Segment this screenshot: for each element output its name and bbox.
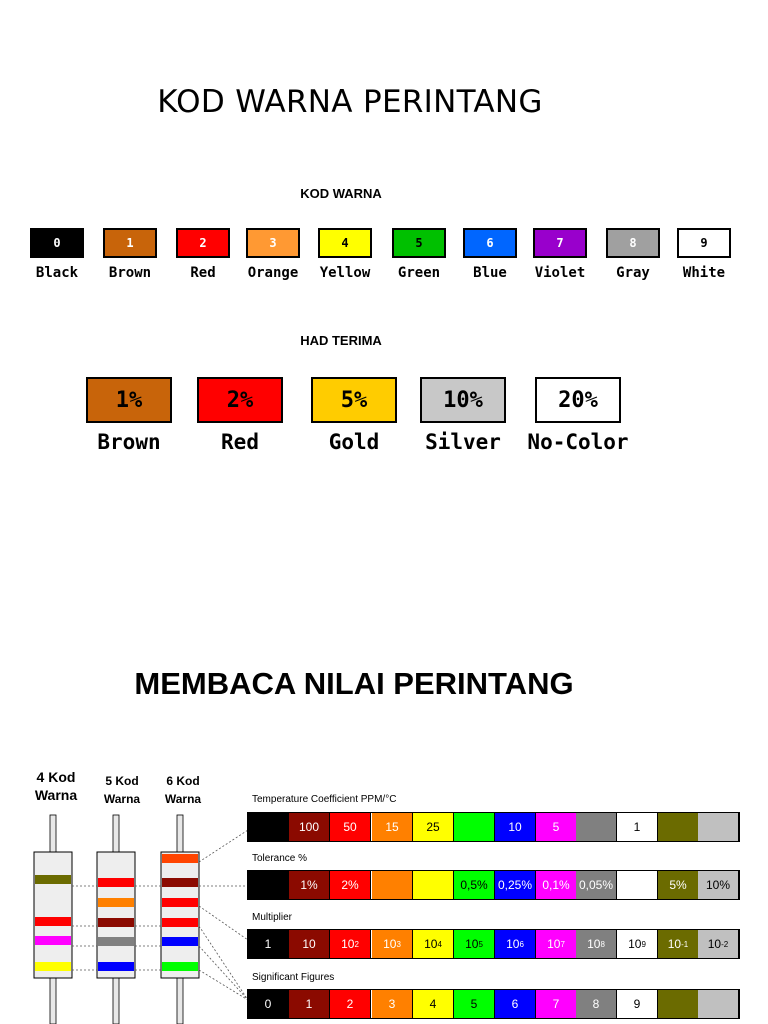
chart-cell: 10 5 — [454, 930, 495, 958]
chart-cell: 1 — [248, 930, 289, 958]
resistor-label-line1: 6 Kod — [166, 774, 200, 788]
color-name-violet: Violet — [534, 265, 586, 281]
chart-cell: 0,5% — [454, 871, 495, 899]
resistor-body-4-band — [34, 852, 72, 978]
resistor-band — [162, 878, 198, 887]
resistor-band — [162, 918, 198, 927]
chart-cell: 25 — [413, 813, 454, 841]
chart-cell: 10 2 — [330, 930, 371, 958]
tolerance-name-red: Red — [221, 430, 259, 454]
connector-line — [199, 906, 248, 940]
chart-cell — [698, 813, 739, 841]
chart-row-label: Tolerance % — [252, 853, 308, 864]
chart-cell: 1 — [617, 813, 658, 841]
chart-cell: 10 -1 — [658, 930, 699, 958]
chart-cell: 10 -2 — [698, 930, 739, 958]
chart-cell: 2% — [330, 871, 371, 899]
chart-cell: 10% — [698, 871, 739, 899]
connector-line — [199, 946, 248, 1000]
chart-cell: 10 7 — [536, 930, 577, 958]
chart-cell: 0,25% — [495, 871, 536, 899]
color-name-white: White — [682, 265, 726, 281]
resistor-label-line1: 5 Kod — [105, 774, 139, 788]
color-swatch-red: 2 — [176, 228, 230, 258]
chart-cell: 0,05% — [576, 871, 617, 899]
resistor-band — [35, 936, 71, 945]
color-swatch-blue: 6 — [463, 228, 517, 258]
color-swatch-brown: 1 — [103, 228, 157, 258]
chart-cell — [617, 871, 658, 899]
chart-cell — [413, 871, 454, 899]
color-swatch-white: 9 — [677, 228, 731, 258]
color-name-red: Red — [190, 265, 216, 281]
chart-cell: 2 — [330, 990, 371, 1018]
resistor-band — [162, 898, 198, 907]
chart-cell: 5% — [658, 871, 699, 899]
chart-cell — [454, 813, 495, 841]
tolerance-name-silver: Silver — [425, 430, 501, 454]
chart-cell — [658, 990, 699, 1018]
resistor-band — [35, 875, 71, 884]
tolerance-name-gold: Gold — [328, 430, 380, 454]
tolerance-name-brown: Brown — [97, 430, 161, 454]
chart-cell: 1 — [289, 990, 330, 1018]
chart-cell: 9 — [617, 990, 658, 1018]
resistor-body-5-band — [97, 852, 135, 978]
tolerance-heading: HAD TERIMA — [300, 333, 382, 348]
resistor-body-6-band — [161, 852, 199, 978]
chart-cell: 15 — [372, 813, 413, 841]
resistor-band — [98, 937, 134, 946]
chart-cell: 0,1% — [536, 871, 577, 899]
connector-line — [199, 926, 248, 1000]
tolerance-swatch-no-color: 20% — [535, 377, 621, 423]
chart-cell: 0 — [248, 990, 289, 1018]
resistor-band — [162, 854, 198, 863]
chart-cell: 10 — [289, 930, 330, 958]
resistor-label-line2: Warna — [103, 792, 141, 806]
chart-cell: 100 — [289, 813, 330, 841]
tolerance-name-no-color: No-Color — [527, 430, 629, 454]
resistor-band — [98, 898, 134, 907]
resistor-label-line2: Warna — [164, 792, 202, 806]
chart-cell — [658, 813, 699, 841]
chart-cell: 4 — [413, 990, 454, 1018]
chart-cell — [698, 990, 739, 1018]
chart-cell — [576, 813, 617, 841]
color-name-orange: Orange — [247, 265, 299, 281]
chart-cell: 10 4 — [413, 930, 454, 958]
chart-cell: 5 — [536, 813, 577, 841]
resistor-lead-bottom — [50, 978, 56, 1024]
chart-cell: 7 — [536, 990, 577, 1018]
resistor-lead-bottom — [113, 978, 119, 1024]
resistor-lead-top — [50, 815, 56, 852]
color-name-black: Black — [35, 265, 79, 281]
color-swatch-gray: 8 — [606, 228, 660, 258]
chart-row-label: Significant Figures — [252, 972, 335, 983]
chart-cell: 50 — [330, 813, 371, 841]
color-name-green: Green — [397, 265, 441, 281]
resistor-band — [162, 937, 198, 946]
color-code-heading: KOD WARNA — [300, 186, 382, 201]
tolerance-swatch-silver: 10% — [420, 377, 506, 423]
chart-cell: 10 9 — [617, 930, 658, 958]
chart-cell — [248, 813, 289, 841]
resistor-lead-top — [113, 815, 119, 852]
resistor-band — [98, 918, 134, 927]
connector-line — [199, 970, 248, 1000]
section-title: MEMBACA NILAI PERINTANG — [134, 666, 574, 701]
color-name-gray: Gray — [616, 265, 650, 281]
color-swatch-orange: 3 — [246, 228, 300, 258]
resistor-label-line1: 4 Kod — [36, 769, 76, 785]
resistor-band — [162, 962, 198, 971]
resistor-lead-bottom — [177, 978, 183, 1024]
resistor-band — [35, 962, 71, 971]
chart-row-label: Temperature Coefficient PPM/°C — [252, 794, 397, 805]
page-title: KOD WARNA PERINTANG — [157, 84, 543, 120]
chart-cell: 6 — [495, 990, 536, 1018]
chart-cell: 10 6 — [495, 930, 536, 958]
chart-cell: 10 — [495, 813, 536, 841]
color-swatch-yellow: 4 — [318, 228, 372, 258]
chart-cell: 10 8 — [576, 930, 617, 958]
resistor-label-line2: Warna — [34, 787, 78, 803]
tolerance-swatch-brown: 1% — [86, 377, 172, 423]
chart-cell: 10 3 — [372, 930, 413, 958]
color-swatch-black: 0 — [30, 228, 84, 258]
chart-cell: 8 — [576, 990, 617, 1018]
resistor-band — [35, 917, 71, 926]
resistor-band — [98, 962, 134, 971]
tolerance-swatch-gold: 5% — [311, 377, 397, 423]
resistor-band — [98, 878, 134, 887]
chart-cell — [372, 871, 413, 899]
tolerance-swatch-red: 2% — [197, 377, 283, 423]
chart-cell: 1% — [289, 871, 330, 899]
color-name-brown: Brown — [108, 265, 152, 281]
chart-cell: 3 — [372, 990, 413, 1018]
color-swatch-violet: 7 — [533, 228, 587, 258]
chart-row-label: Multiplier — [252, 912, 293, 923]
color-name-blue: Blue — [473, 265, 507, 281]
chart-cell — [248, 871, 289, 899]
chart-cell: 5 — [454, 990, 495, 1018]
connector-line — [199, 830, 248, 862]
resistor-lead-top — [177, 815, 183, 852]
color-name-yellow: Yellow — [319, 265, 371, 281]
color-swatch-green: 5 — [392, 228, 446, 258]
